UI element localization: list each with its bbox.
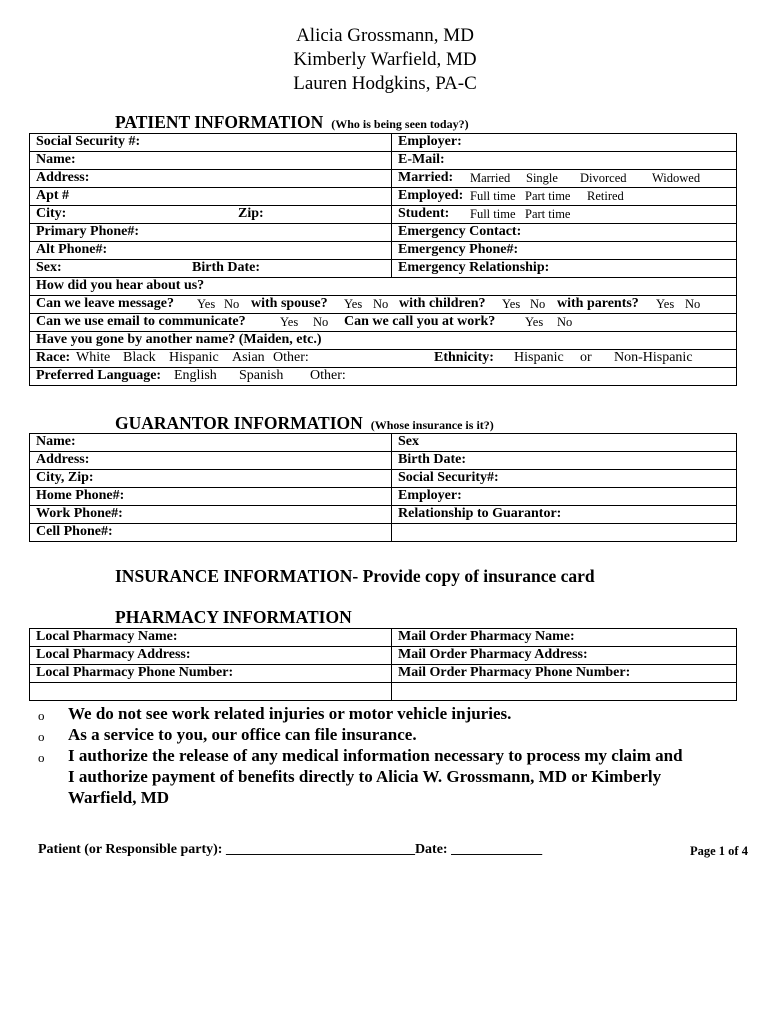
ethnicity-label: Ethnicity: (434, 350, 494, 365)
guarantor-address-field[interactable]: Address: (30, 452, 392, 470)
marital-option-divorced[interactable]: Divorced (580, 171, 627, 185)
guarantor-name-field[interactable]: Name: (30, 434, 392, 452)
employed-option-full-time[interactable]: Full time (470, 189, 516, 203)
table-row (30, 683, 737, 701)
guarantor-employer-field[interactable]: Employer: (392, 488, 737, 506)
apt-field[interactable]: Apt # (30, 188, 392, 206)
table-row (30, 188, 737, 206)
zip-label: Zip: (238, 206, 264, 221)
table-row (30, 647, 737, 665)
primary-phone-field[interactable]: Primary Phone#: (30, 224, 392, 242)
marital-status-label: Married: (398, 170, 454, 185)
table-row (30, 470, 737, 488)
ethnicity-option-hispanic[interactable]: Hispanic (514, 350, 564, 365)
table-row (30, 452, 737, 470)
table-row (30, 434, 737, 452)
guarantor-section-subtitle: (Whose insurance is it?) (370, 418, 494, 432)
with-children-yes[interactable]: Yes (502, 297, 521, 311)
table-row (30, 629, 737, 647)
message-permission-row (30, 296, 737, 314)
student-status-field[interactable] (392, 206, 737, 224)
with-parents-no[interactable]: No (685, 297, 701, 311)
with-children-no[interactable]: No (530, 297, 546, 311)
employment-status-label: Employed: (398, 188, 464, 203)
table-row (30, 665, 737, 683)
practitioner-name: Kimberly Warfield, MD (293, 49, 477, 70)
guarantor-birth-date-field[interactable]: Birth Date: (392, 452, 737, 470)
language-label: Preferred Language: (36, 368, 162, 383)
guarantor-cell-phone-field[interactable]: Cell Phone#: (30, 524, 392, 542)
employed-option-retired[interactable]: Retired (587, 189, 624, 203)
race-label: Race: (36, 350, 71, 365)
with-spouse-yes[interactable]: Yes (344, 297, 363, 311)
patient-section-subtitle: (Who is being seen today?) (331, 117, 469, 131)
table-row (30, 170, 737, 188)
empty-cell[interactable] (392, 524, 737, 542)
employment-status-field[interactable] (392, 188, 737, 206)
referral-source-field[interactable]: How did you hear about us? (30, 278, 737, 296)
language-option-spanish[interactable]: Spanish (239, 368, 284, 383)
guarantor-section-heading (115, 413, 494, 434)
practitioner-name: Lauren Hodgkins, PA-C (293, 73, 477, 94)
table-row (30, 152, 737, 170)
student-option-part-time[interactable]: Part time (525, 207, 571, 221)
notice-payment-authorization: I authorize payment of benefits directly to Alicia W. Grossmann, MD or Kimberly (68, 767, 662, 786)
table-row (30, 296, 737, 314)
student-status-label: Student: (398, 206, 450, 221)
ethnicity-or: or (580, 350, 592, 365)
ethnicity-option-non-hispanic[interactable]: Non-Hispanic (614, 350, 693, 365)
bullet-icon: o (38, 729, 45, 744)
ssn-field[interactable]: Social Security #: (30, 134, 392, 152)
table-row (30, 350, 737, 368)
table-row (30, 134, 737, 152)
use-email-yes[interactable]: Yes (280, 315, 299, 329)
table-row (30, 278, 737, 296)
patient-section-title: PATIENT INFORMATION (115, 112, 324, 132)
guarantor-sex-field[interactable]: Sex (392, 434, 737, 452)
email-field[interactable]: E-Mail: (392, 152, 737, 170)
table-row (30, 332, 737, 350)
table-row (30, 206, 737, 224)
birth-date-label: Birth Date: (192, 260, 261, 275)
marital-option-widowed[interactable]: Widowed (652, 171, 701, 185)
alt-phone-field[interactable]: Alt Phone#: (30, 242, 392, 260)
table-row (30, 224, 737, 242)
call-work-label: Can we call you at work? (344, 314, 496, 329)
guarantor-info-table (29, 433, 737, 542)
use-email-no[interactable]: No (313, 315, 329, 329)
table-row (30, 488, 737, 506)
practitioner-header (0, 24, 770, 96)
leave-message-yes[interactable]: Yes (197, 297, 216, 311)
local-pharmacy-address-field[interactable]: Local Pharmacy Address: (30, 647, 392, 665)
notice-injuries: We do not see work related injuries or motor vehicle injuries. (68, 704, 512, 723)
table-row (30, 314, 737, 332)
local-pharmacy-name-field[interactable]: Local Pharmacy Name: (30, 629, 392, 647)
local-pharmacy-phone-field[interactable]: Local Pharmacy Phone Number: (30, 665, 392, 683)
guarantor-home-phone-field[interactable]: Home Phone#: (30, 488, 392, 506)
race-option-asian[interactable]: Asian (232, 350, 265, 365)
empty-cell[interactable] (30, 683, 392, 701)
bullet-icon: o (38, 750, 45, 765)
call-work-yes[interactable]: Yes (525, 315, 544, 329)
table-row (30, 506, 737, 524)
emergency-phone-field[interactable]: Emergency Phone#: (392, 242, 737, 260)
marital-option-married[interactable]: Married (470, 171, 511, 185)
page-number: Page 1 of 4 (690, 844, 748, 858)
empty-cell[interactable] (392, 683, 737, 701)
name-field[interactable]: Name: (30, 152, 392, 170)
with-children-label: with children? (399, 296, 486, 311)
use-email-label: Can we use email to communicate? (36, 314, 246, 329)
signature-line[interactable]: Patient (or Responsible party): ___________________________Date: _____________ (38, 842, 543, 857)
employer-field[interactable]: Employer: (392, 134, 737, 152)
race-ethnicity-row (30, 350, 737, 368)
patient-info-table (29, 133, 737, 386)
marital-option-single[interactable]: Single (526, 171, 558, 185)
insurance-section-title: INSURANCE INFORMATION- Provide copy of insurance card (115, 566, 595, 586)
table-row (30, 242, 737, 260)
practitioner-name: Alicia Grossmann, MD (296, 25, 474, 46)
with-parents-yes[interactable]: Yes (656, 297, 675, 311)
language-row (30, 368, 737, 386)
table-row (30, 368, 737, 386)
notice-release-authorization: I authorize the release of any medical information necessary to process my claim and (68, 746, 683, 765)
city-zip-field[interactable] (30, 206, 392, 224)
race-option-hispanic[interactable]: Hispanic (169, 350, 219, 365)
language-option-other[interactable]: Other: (310, 368, 346, 383)
student-option-full-time[interactable]: Full time (470, 207, 516, 221)
pharmacy-info-table (29, 628, 737, 701)
race-option-other[interactable]: Other: (273, 350, 309, 365)
mail-pharmacy-phone-field[interactable]: Mail Order Pharmacy Phone Number: (392, 665, 737, 683)
leave-message-label: Can we leave message? (36, 296, 175, 311)
table-row (30, 524, 737, 542)
guarantor-city-zip-field[interactable]: City, Zip: (30, 470, 392, 488)
leave-message-no[interactable]: No (224, 297, 240, 311)
employed-option-part-time[interactable]: Part time (525, 189, 571, 203)
marital-status-field[interactable] (392, 170, 737, 188)
language-option-english[interactable]: English (174, 368, 217, 383)
call-work-no[interactable]: No (557, 315, 573, 329)
mail-pharmacy-name-field[interactable]: Mail Order Pharmacy Name: (392, 629, 737, 647)
guarantor-section-title: GUARANTOR INFORMATION (115, 413, 363, 433)
with-parents-label: with parents? (557, 296, 639, 311)
emergency-contact-field[interactable]: Emergency Contact: (392, 224, 737, 242)
other-name-field[interactable]: Have you gone by another name? (Maiden, etc.) (30, 332, 737, 350)
notice-payment-authorization-cont: Warfield, MD (68, 788, 170, 807)
address-field[interactable]: Address: (30, 170, 392, 188)
table-row (30, 260, 737, 278)
contact-permission-row (30, 314, 737, 332)
race-option-white[interactable]: White (76, 350, 111, 365)
guarantor-work-phone-field[interactable]: Work Phone#: (30, 506, 392, 524)
guarantor-relationship-field[interactable]: Relationship to Guarantor: (392, 506, 737, 524)
emergency-relationship-field[interactable]: Emergency Relationship: (392, 260, 737, 278)
race-option-black[interactable]: Black (123, 350, 156, 365)
sex-label: Sex: (36, 260, 62, 275)
pharmacy-section-title: PHARMACY INFORMATION (115, 607, 352, 627)
patient-section-heading (115, 112, 469, 133)
with-spouse-label: with spouse? (251, 296, 328, 311)
notice-insurance: As a service to you, our office can file insurance. (68, 725, 417, 744)
sex-birthdate-field[interactable] (30, 260, 392, 278)
bullet-icon: o (38, 708, 45, 723)
guarantor-ssn-field[interactable]: Social Security#: (392, 470, 737, 488)
with-spouse-no[interactable]: No (373, 297, 389, 311)
mail-pharmacy-address-field[interactable]: Mail Order Pharmacy Address: (392, 647, 737, 665)
city-label: City: (36, 206, 67, 221)
